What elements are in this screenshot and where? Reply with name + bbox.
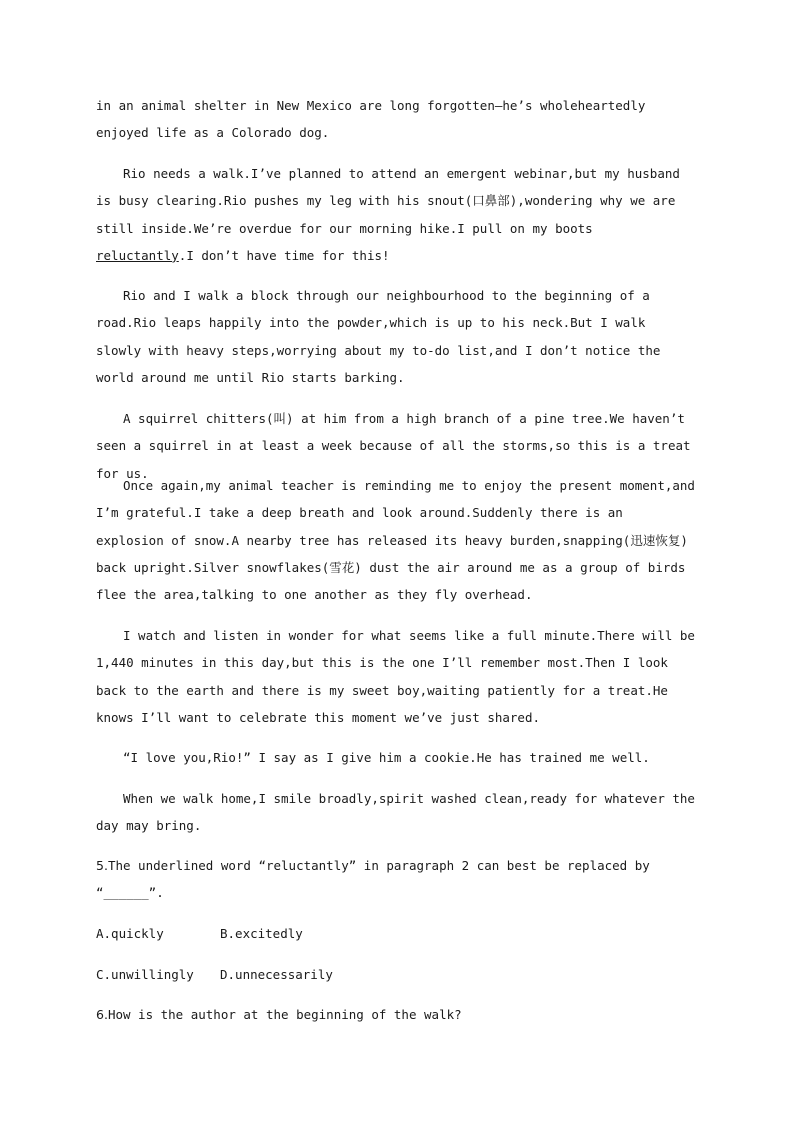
passage-paragraph-intro: in an animal shelter in New Mexico are long forgotten—he’s wholeheartedly enjoyed life as a Colorado dog. — [96, 98, 653, 141]
passage-paragraph-1 — [96, 160, 696, 269]
paragraph-1-text-a: Rio needs a walk.I’ve planned to attend an emergent webinar,but my husband is busy clearing.Rio pushes my leg with his snout(口鼻部),wondering why we are still inside.We’re overdue for our morning hike.I pull on my boots — [96, 166, 688, 236]
passage-paragraph-5: I watch and listen in wonder for what seems like a full minute.There will be 1,440 minutes in this day,but this is the one I’ll remember most.Then I look back to the earth and there is my sweet boy,waiting patiently for a treat.He knows I’ll want to celebrate this moment we’ve just shared. — [96, 628, 703, 725]
question-5-option-a[interactable]: A.quickly — [96, 926, 164, 941]
question-5 — [96, 852, 696, 907]
question-5-option-d[interactable]: D.unnecessarily — [220, 967, 333, 982]
passage-paragraph-2: Rio and I walk a block through our neighbourhood to the beginning of a road.Rio leaps happily into the powder,which is up to his neck.But I walk slowly with heavy steps,worrying about my to-do list,and I don’t notice the world around me until Rio starts barking. — [96, 288, 668, 385]
question-5-text: The underlined word “reluctantly” in paragraph 2 can best be replaced by “______”. — [96, 858, 658, 901]
question-6 — [96, 1001, 696, 1028]
paragraph-1-text-b: .I don’t have time for this! — [178, 247, 390, 263]
question-6-number: 6. — [96, 1007, 108, 1022]
question-6-text: How is the author at the beginning of the walk? — [107, 1007, 462, 1022]
passage-paragraph-3: A squirrel chitters(叫) at him from a high branch of a pine tree.We haven’t seen a squirrel in at least a week because of all the storms,so this is a treat for us. — [96, 411, 699, 481]
question-5-number: 5. — [96, 858, 108, 873]
question-5-option-b[interactable]: B.excitedly — [220, 926, 303, 941]
underlined-word-reluctantly: reluctantly — [96, 247, 179, 263]
passage-paragraph-7: When we walk home,I smile broadly,spirit washed clean,ready for whatever the day may bring. — [96, 791, 703, 834]
passage-paragraph-6: “I love you,Rio!” I say as I give him a cookie.He has trained me well. — [123, 750, 650, 765]
question-5-option-c[interactable]: C.unwillingly — [96, 967, 194, 982]
passage-paragraph-4: Once again,my animal teacher is reminding me to enjoy the present moment,and I’m grateful.I take a deep breath and look around.Suddenly there is an explosion of snow.A nearby tree has released its heavy burden,snapping(迅速恢复) back upright.Silver snowflakes(雪花) dust the air around me as a group of birds flee the area,talking to one another as they fly overhead. — [96, 478, 703, 603]
